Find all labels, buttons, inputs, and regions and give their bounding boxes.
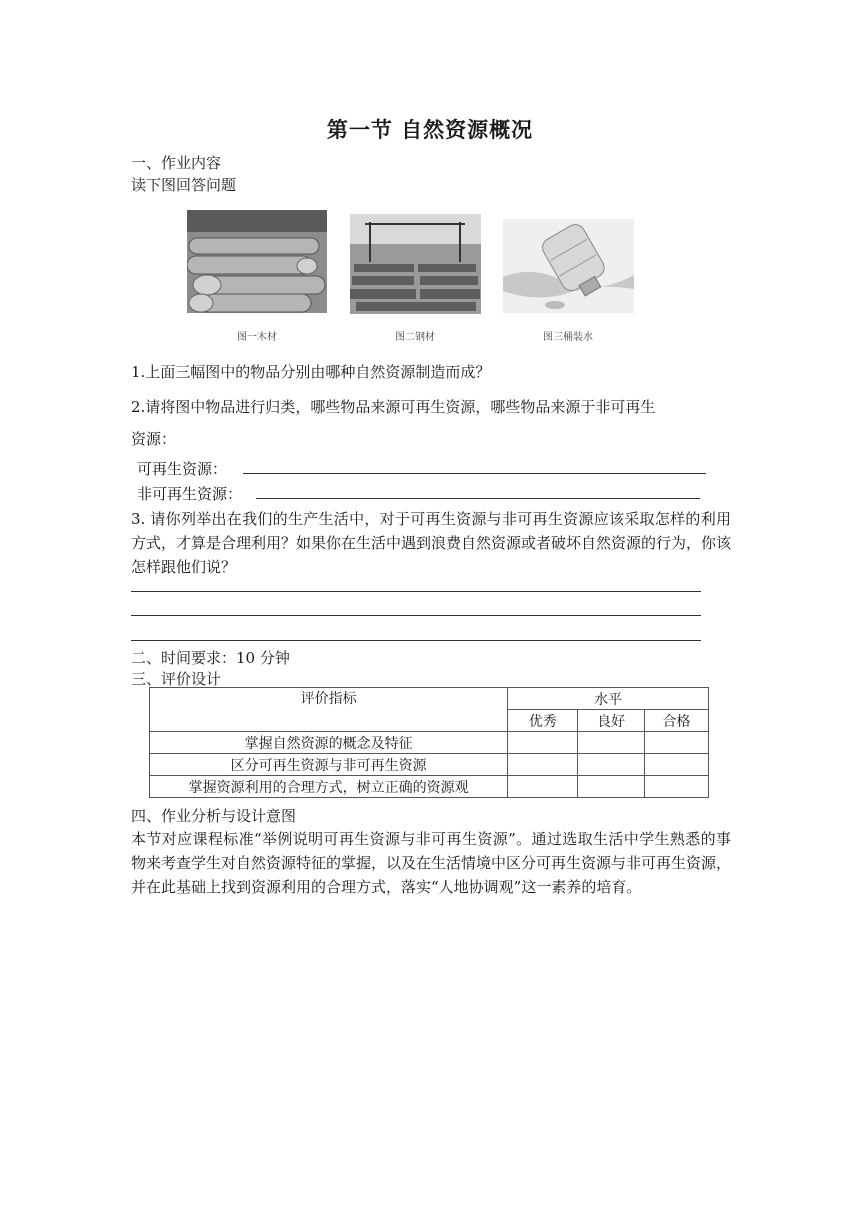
rating-cell[interactable] bbox=[645, 776, 709, 798]
figure1-caption: 图一木材 bbox=[237, 332, 277, 343]
rating-cell[interactable] bbox=[645, 754, 709, 776]
rating-cell[interactable] bbox=[508, 754, 578, 776]
answer-line-1[interactable] bbox=[131, 591, 701, 592]
renewable-answer-line[interactable] bbox=[243, 473, 706, 474]
level-header: 水平 bbox=[508, 688, 709, 710]
figure2-caption: 图二钢材 bbox=[395, 332, 435, 343]
rating-cell[interactable] bbox=[578, 754, 645, 776]
nonrenewable-answer-line[interactable] bbox=[256, 498, 700, 499]
rating-cell[interactable] bbox=[645, 732, 709, 754]
steel-pipes-photo bbox=[350, 214, 481, 314]
section3-heading: 三、评价设计 bbox=[131, 670, 222, 688]
section2-heading: 二、时间要求：10 分钟 bbox=[131, 649, 290, 667]
indicator-cell: 掌握自然资源的概念及特征 bbox=[150, 732, 508, 754]
indicator-cell: 区分可再生资源与非可再生资源 bbox=[150, 754, 508, 776]
rating-cell[interactable] bbox=[578, 732, 645, 754]
answer-line-3[interactable] bbox=[131, 640, 701, 641]
nonrenewable-label: 非可再生资源： bbox=[137, 485, 243, 503]
section4-heading: 四、作业分析与设计意图 bbox=[131, 807, 297, 825]
answer-line-2[interactable] bbox=[131, 615, 701, 616]
page-title: 第一节 自然资源概况 bbox=[326, 118, 534, 142]
table-row bbox=[150, 732, 709, 754]
figure3-caption: 图三桶装水 bbox=[543, 332, 593, 343]
timber-logs-photo bbox=[187, 210, 327, 313]
renewable-label: 可再生资源： bbox=[137, 460, 228, 478]
indicator-header: 评价指标 bbox=[150, 688, 508, 732]
section1-prompt: 读下图回答问题 bbox=[131, 176, 237, 194]
section1-heading: 一、作业内容 bbox=[131, 154, 222, 172]
rating-cell[interactable] bbox=[578, 776, 645, 798]
table-row bbox=[150, 754, 709, 776]
table-row bbox=[150, 776, 709, 798]
question-2-line2: 资源： bbox=[131, 430, 177, 448]
bottled-water-photo bbox=[503, 219, 634, 313]
section4-body: 本节对应课程标准“举例说明可再生资源与非可再生资源”。通过选取生活中学生熟悉的事物来考查学生对自然资源特征的掌握，以及在生活情境中区分可再生资源与非可再生资源，并在此基础上找到资源利用的合理方式，落实“人地协调观”这一素养的培育。 bbox=[131, 830, 732, 896]
table-header-row bbox=[150, 688, 709, 710]
question-2-line1: 2.请将图中物品进行归类，哪些物品来源可再生资源，哪些物品来源于非可再生 bbox=[131, 398, 656, 416]
rating-cell[interactable] bbox=[508, 776, 578, 798]
level-pass: 合格 bbox=[645, 710, 709, 732]
question-1: 1.上面三幅图中的物品分别由哪种自然资源制造而成？ bbox=[131, 363, 491, 381]
level-excellent: 优秀 bbox=[508, 710, 578, 732]
indicator-cell: 掌握资源利用的合理方式，树立正确的资源观 bbox=[150, 776, 508, 798]
evaluation-table bbox=[149, 687, 709, 798]
rating-cell[interactable] bbox=[508, 732, 578, 754]
level-good: 良好 bbox=[578, 710, 645, 732]
question-3: 3. 请你列举出在我们的生产生活中，对于可再生资源与非可再生资源应该采取怎样的利用方式，才算是合理利用？如果你在生活中遇到浪费自然资源或者破坏自然资源的行为，你该怎样跟他们说？ bbox=[131, 510, 732, 576]
